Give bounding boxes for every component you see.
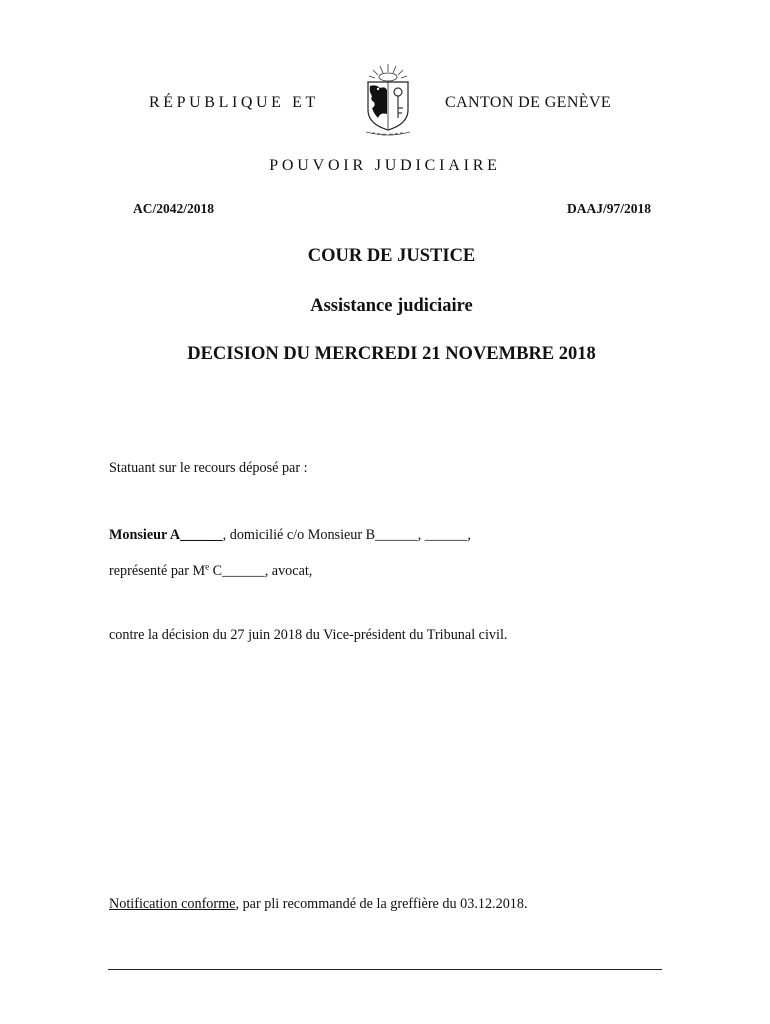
court-title: COUR DE JUSTICE [307, 246, 476, 266]
party-address: , domicilié c/o Monsieur B______, ______, [222, 527, 471, 543]
footer-divider [108, 969, 662, 970]
rep-prefix: représenté par M [109, 563, 206, 579]
paragraph-statuant: Statuant sur le recours déposé par : [109, 460, 308, 476]
header-republique: RÉPUBLIQUE ET [149, 94, 319, 111]
reference-daaj: DAAJ/97/2018 [567, 201, 651, 216]
rep-rest: C______, avocat, [209, 563, 313, 579]
reference-ac: AC/2042/2018 [133, 201, 214, 216]
geneva-coat-of-arms-icon [360, 62, 416, 138]
notification-label: Notification conforme [109, 896, 236, 912]
header-pouvoir-judiciaire: POUVOIR JUDICIAIRE [269, 157, 501, 174]
decision-title: DECISION DU MERCREDI 21 NOVEMBRE 2018 [187, 344, 596, 364]
paragraph-notification [109, 896, 528, 913]
section-title: Assistance judiciaire [310, 296, 473, 316]
paragraph-representative [109, 563, 312, 580]
party-name: Monsieur A______ [109, 527, 223, 543]
header-canton: CANTON DE GENÈVE [445, 94, 612, 111]
paragraph-contre: contre la décision du 27 juin 2018 du Vice-président du Tribunal civil. [109, 627, 508, 643]
rep-superscript: e [205, 561, 210, 572]
notification-rest: , par pli recommandé de la greffière du 03.12.2018. [235, 896, 528, 912]
paragraph-party [109, 527, 471, 544]
